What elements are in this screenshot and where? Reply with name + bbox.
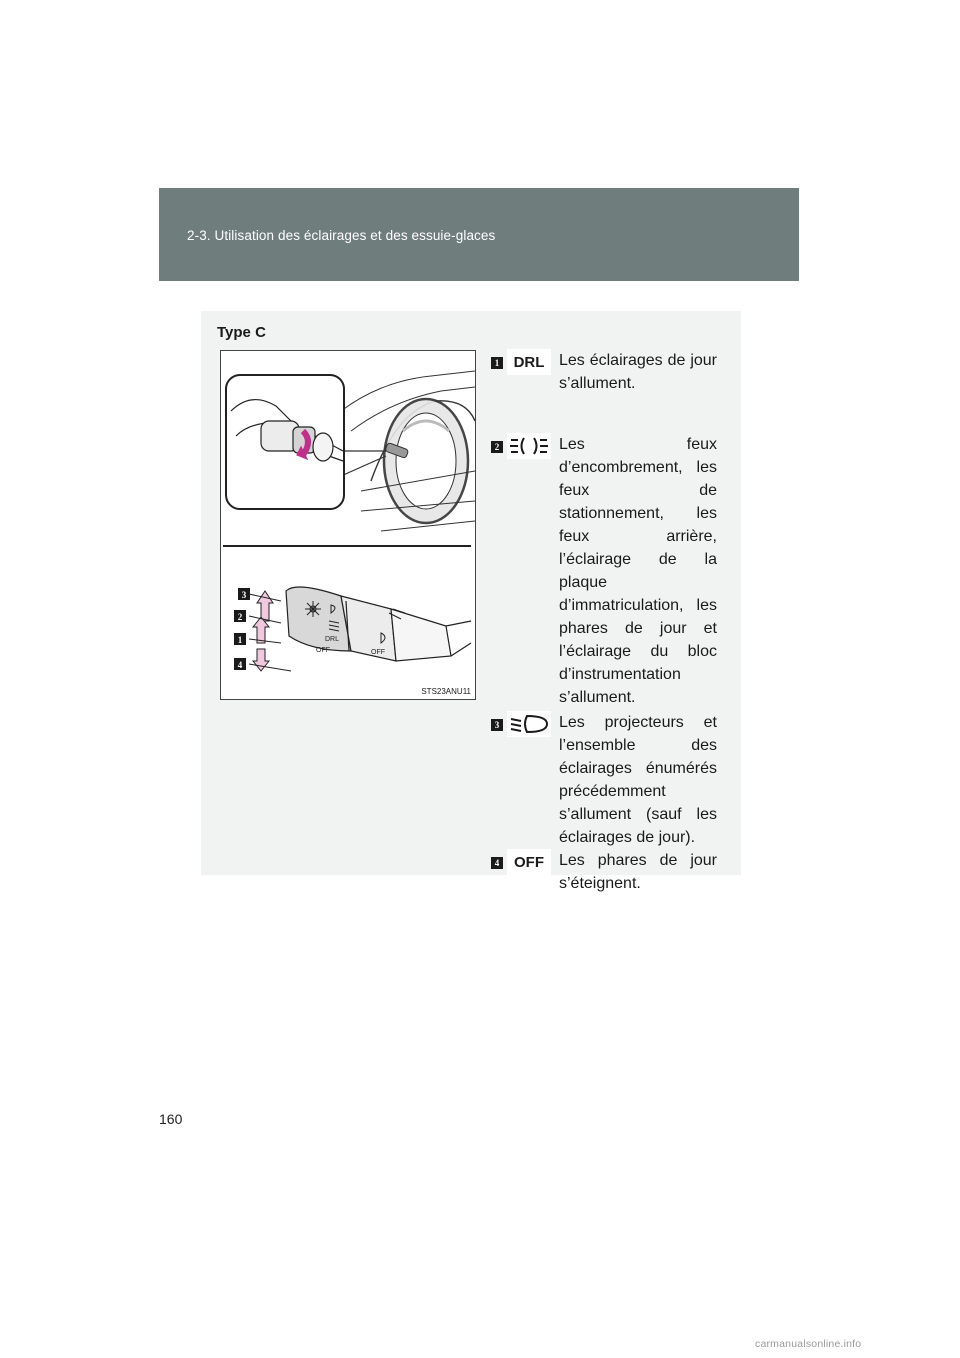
item-description: Les feux d’encombrement, les feux de stationnement, les feux arrière, l’éclairage de la plaque d’immatriculation, les phares de jour et l’éclairage du bloc d’instrumentation s’allument.: [559, 436, 717, 706]
switch-label-off-left: OFF: [316, 647, 330, 654]
diagram-badge-4: 4: [237, 660, 243, 670]
page-number: 160: [159, 1111, 183, 1127]
switch-label-drl: DRL: [325, 636, 340, 643]
diagram-badge-2: 2: [237, 612, 243, 622]
headlight-low-beam-icon: [507, 711, 551, 737]
chapter-title: 2-3. Utilisation des éclairages et des essuie-glaces: [187, 228, 496, 243]
light-switch-illustration: [220, 350, 476, 700]
side-lights-icon: [507, 433, 551, 459]
watermark: carmanualsonline.info: [755, 1338, 862, 1350]
figure-code: STS23ANU11: [421, 687, 471, 696]
item-number: 4: [491, 857, 503, 869]
illustration-drawing: [221, 351, 475, 699]
content-panel: [201, 311, 741, 892]
section-title: Type C: [217, 324, 266, 341]
item-number: 3: [491, 719, 503, 731]
diagram-badge-1: 1: [237, 635, 243, 645]
item-number: 1: [491, 357, 503, 369]
drl-text-symbol: DRL: [507, 349, 551, 375]
item-description: Les phares de jour s’éteignent.: [559, 852, 717, 892]
chapter-header: [159, 188, 799, 281]
diagram-badge-3: 3: [241, 590, 247, 600]
item-number: 2: [491, 441, 503, 453]
item-description: Les éclairages de jour s’allument.: [559, 352, 717, 392]
switch-label-off-right: OFF: [371, 649, 385, 656]
item-description: Les projecteurs et l’ensemble des éclairages énumérés précédemment s’allument (sauf les éclairages de jour).: [559, 714, 717, 846]
off-text-symbol: OFF: [507, 849, 551, 875]
